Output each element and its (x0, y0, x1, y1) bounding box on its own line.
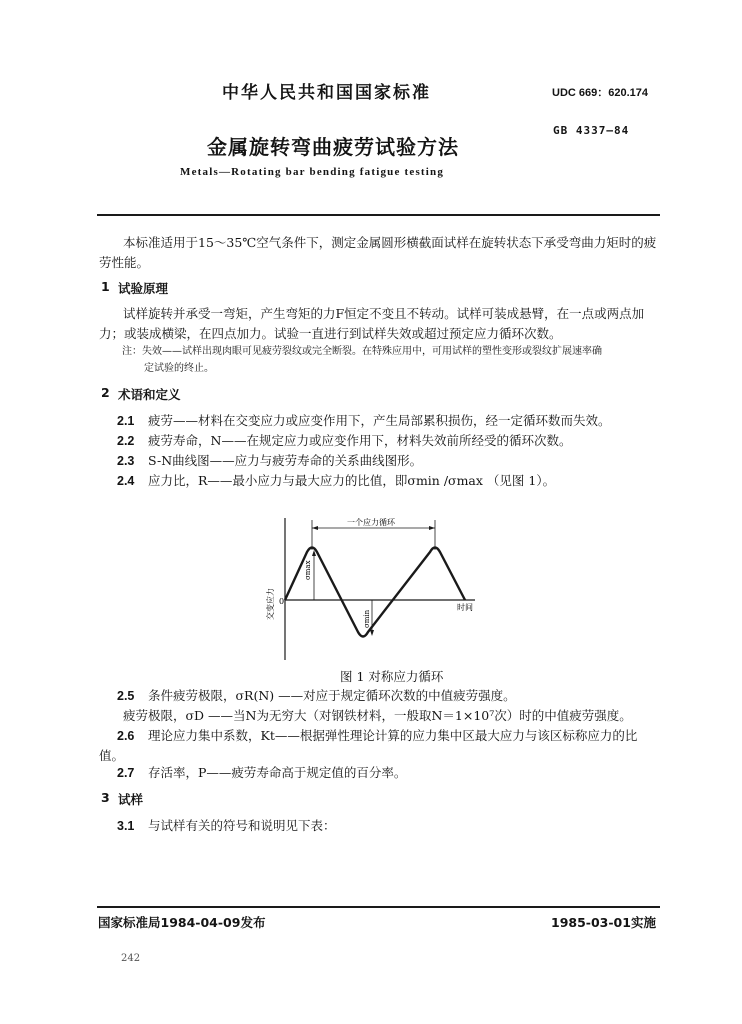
figure-caption: 图 1 对称应力循环 (340, 669, 444, 684)
sigma-min-arrowhead (370, 630, 374, 636)
section-1-note-1: 注：失效——试样出现肉眼可见疲劳裂纹或完全断裂。在特殊应用中，可用试样的塑性变形或裂纹扩展速率确 (122, 346, 602, 357)
item-3-1-number: 3.1 (117, 819, 135, 833)
cycle-label: 一个应力循环 (347, 518, 395, 527)
header-rule (97, 214, 660, 216)
page-number: 242 (121, 953, 141, 964)
stress-cycle-figure (255, 510, 495, 670)
item-2-5-number: 2.5 (117, 689, 135, 703)
section-1-line-2: 力；或装成横梁，在四点加力。试验一直进行到试样失效或超过预定应力循环次数。 (99, 326, 562, 341)
section-1-title: 试验原理 (118, 281, 169, 296)
item-3-1-text: 与试样有关的符号和说明见下表： (148, 818, 336, 833)
item-2-5-fatigue-limit: 疲劳极限，σD ——当N为无穷大（对钢铁材料，一般取N＝1×10⁷次）时的中值疲劳强度。 (123, 708, 632, 723)
item-2-5-text: 条件疲劳极限，σR(N) ——对应于规定循环次数的中值疲劳强度。 (148, 688, 516, 703)
standard-header-title: 中华人民共和国国家标准 (222, 83, 431, 103)
item-2-6-line-2: 值。 (99, 748, 125, 763)
item-2-6-number: 2.6 (117, 729, 135, 743)
item-2-7-text: 存活率，P——疲劳寿命高于规定值的百分率。 (148, 765, 407, 780)
gb-number: GB 4337—84 (553, 124, 630, 137)
item-2-3-text: S-N曲线图——应力与疲劳寿命的关系曲线图形。 (148, 453, 423, 468)
x-axis-label: 时间 (457, 603, 473, 612)
section-3-number: 3 (101, 790, 110, 805)
item-2-4-number: 2.4 (117, 474, 135, 488)
effective-date: 1985-03-01实施 (551, 915, 656, 930)
udc-code: UDC 669：620.174 (552, 87, 649, 99)
section-2-number: 2 (101, 385, 110, 400)
item-2-1-number: 2.1 (117, 414, 135, 428)
item-2-3-number: 2.3 (117, 454, 135, 468)
section-1-line-1: 试样旋转并承受一弯矩，产生弯矩的力F恒定不变且不转动。试样可装成悬臂，在一点或两点加 (123, 306, 645, 321)
intro-line-1: 本标准适用于15～35℃空气条件下，测定金属圆形横截面试样在旋转状态下承受弯曲力矩时的疲 (123, 235, 657, 250)
section-1-number: 1 (101, 279, 110, 294)
item-2-2-number: 2.2 (117, 434, 135, 448)
intro-line-2: 劳性能。 (99, 255, 150, 270)
document-title-en: Metals—Rotating bar bending fatigue testing (180, 166, 445, 178)
stress-wave (285, 548, 465, 637)
sigma-min-label: σmin (363, 609, 371, 628)
item-2-7-number: 2.7 (117, 766, 135, 780)
cycle-left-arrow (312, 526, 318, 530)
item-2-1-text: 疲劳——材料在交变应力或应变作用下，产生局部累积损伤，经一定循环数而失效。 (148, 413, 611, 428)
section-1-note-2: 定试验的终止。 (144, 363, 214, 374)
item-2-4-text: 应力比，R——最小应力与最大应力的比值，即σmin /σmax （见图 1）。 (148, 473, 556, 488)
section-3-title: 试样 (118, 792, 144, 807)
sigma-max-label: σmax (304, 560, 312, 580)
footer-rule (97, 906, 660, 908)
cycle-right-arrow (429, 526, 435, 530)
document-title-cn: 金属旋转弯曲疲劳试验方法 (207, 135, 459, 159)
published-date: 国家标准局1984-04-09发布 (98, 915, 266, 930)
item-2-6-line-1: 理论应力集中系数，Kt——根据弹性理论计算的应力集中区最大应力与该区标称应力的比 (148, 728, 638, 743)
origin-label: 0 (279, 597, 285, 606)
section-2-title: 术语和定义 (118, 387, 181, 402)
item-2-2-text: 疲劳寿命，N——在规定应力或应变作用下，材料失效前所经受的循环次数。 (148, 433, 572, 448)
y-axis-label: 交变应力 (266, 588, 275, 620)
